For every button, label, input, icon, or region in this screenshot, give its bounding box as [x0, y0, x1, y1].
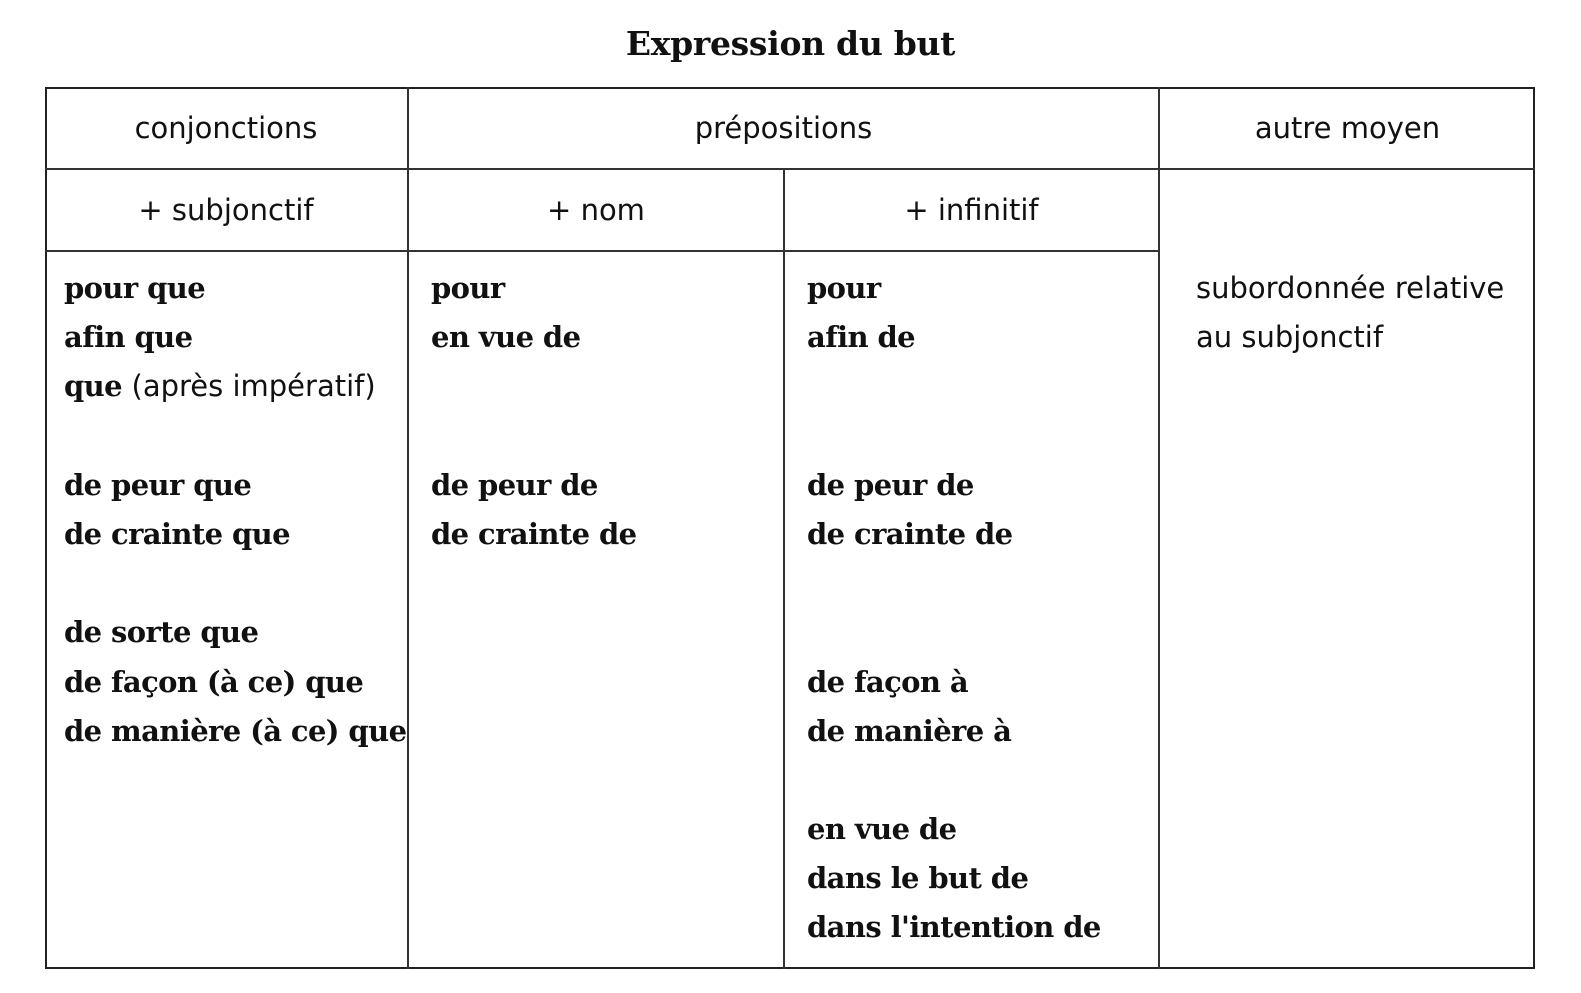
page-title: Expression du but	[625, 24, 956, 63]
list-item: pour	[431, 271, 505, 305]
list-item: de façon à	[807, 664, 969, 699]
list-item: subordonnée relative	[1196, 271, 1505, 305]
list-item: de crainte de	[807, 516, 1013, 551]
header-infinitif: + infinitif	[904, 193, 1039, 227]
list-item	[64, 362, 406, 411]
spacer	[807, 412, 1101, 461]
list-item: pour	[807, 271, 881, 305]
header-nom: + nom	[547, 193, 645, 227]
list-item: au subjonctif	[1196, 320, 1384, 355]
header-subjonctif: + subjonctif	[138, 193, 314, 227]
list-item: de manière à	[807, 713, 1012, 748]
header-conjonctions: conjonctions	[134, 111, 318, 145]
column-divider	[783, 169, 785, 969]
list-item: de crainte de	[431, 516, 637, 551]
header-autre-moyen: autre moyen	[1254, 111, 1441, 145]
list-item: de peur de	[807, 467, 974, 502]
list-item: dans le but de	[807, 861, 1029, 896]
list-item: afin que	[64, 320, 193, 355]
list-item-note: (après impératif)	[131, 369, 376, 404]
list-item: en vue de	[807, 812, 957, 847]
list-item: en vue de	[431, 320, 581, 355]
column-divider	[1158, 87, 1160, 969]
list-item: de peur de	[431, 467, 598, 502]
spacer	[807, 362, 1101, 411]
list-item: afin de	[807, 320, 915, 355]
list-item: pour que	[64, 271, 206, 305]
spacer	[807, 559, 1101, 608]
spacer	[64, 559, 406, 608]
spacer	[807, 756, 1101, 805]
list-item: de crainte que	[64, 516, 291, 551]
list-item: dans l'intention de	[807, 910, 1101, 945]
column-conjonctions	[64, 264, 406, 756]
list-item-term: que	[64, 369, 123, 404]
spacer	[807, 608, 1101, 657]
header-prepositions: prépositions	[694, 111, 873, 145]
list-item: de peur que	[64, 467, 252, 502]
list-item: de manière (à ce) que	[64, 713, 407, 748]
column-prepositions-nom	[431, 264, 637, 559]
column-prepositions-infinitif	[807, 264, 1101, 953]
column-autre-moyen	[1196, 264, 1504, 362]
spacer	[431, 412, 637, 461]
spacer	[64, 412, 406, 461]
list-item: de sorte que	[64, 615, 259, 650]
list-item: de façon (à ce) que	[64, 664, 364, 699]
spacer	[431, 362, 637, 411]
